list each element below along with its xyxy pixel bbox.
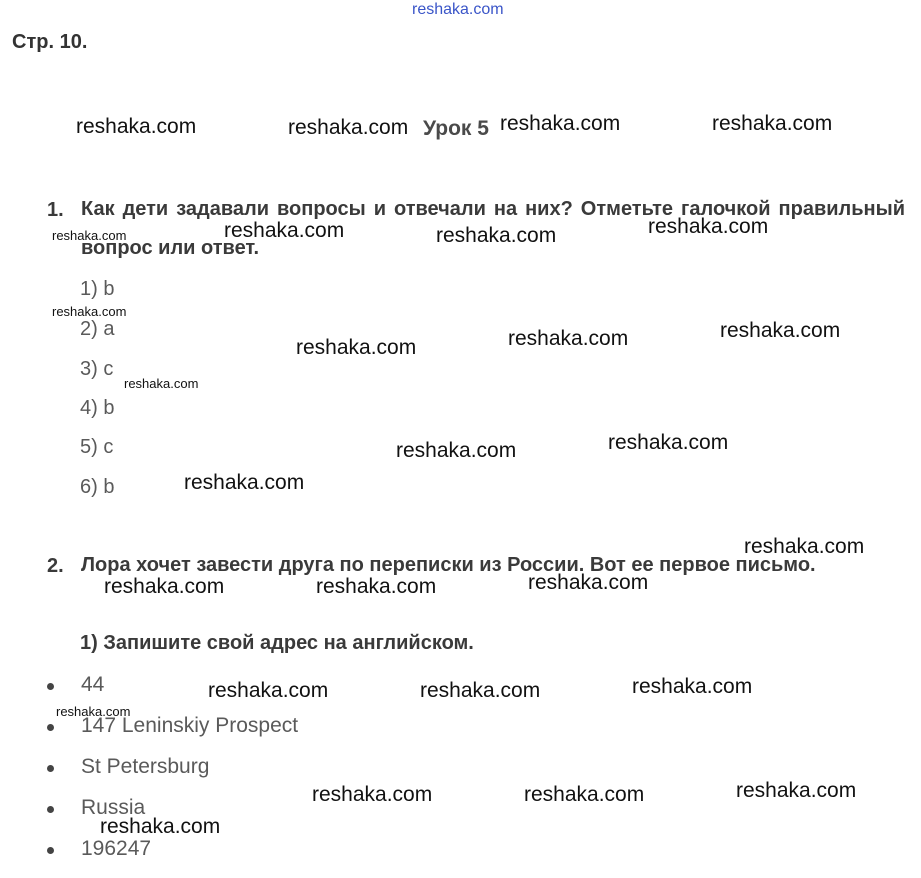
watermark: reshaka.com: [524, 783, 645, 806]
address-line-2: 147 Leninskiy Prospect: [81, 714, 299, 737]
answer-6: 6) b: [80, 476, 115, 498]
question-2-subtask: 1) Запишите свой адрес на английском.: [80, 632, 474, 654]
watermark: reshaka.com: [608, 431, 729, 454]
watermark: reshaka.com: [296, 336, 417, 359]
bullet-dot: [47, 724, 54, 731]
address-line-4: Russia: [81, 796, 146, 819]
answer-2: 2) a: [80, 318, 115, 340]
site-header-link[interactable]: reshaka.com: [412, 1, 504, 18]
watermark: reshaka.com: [100, 815, 221, 838]
address-line-5: 196247: [81, 837, 152, 860]
answer-4: 4) b: [80, 397, 115, 419]
watermark: reshaka.com: [52, 228, 127, 243]
watermark: reshaka.com: [316, 575, 437, 598]
watermark: reshaka.com: [500, 112, 621, 135]
watermark: reshaka.com: [528, 571, 649, 594]
watermark: reshaka.com: [420, 679, 541, 702]
answer-3: 3) c: [80, 358, 114, 380]
watermark: reshaka.com: [76, 115, 197, 138]
watermark: reshaka.com: [288, 116, 409, 139]
watermark: reshaka.com: [396, 439, 517, 462]
watermark: reshaka.com: [312, 783, 433, 806]
watermark: reshaka.com: [632, 675, 753, 698]
watermark: reshaka.com: [436, 224, 557, 247]
page-number: Стр. 10.: [12, 31, 88, 53]
bullet-dot: [47, 806, 54, 813]
watermark: reshaka.com: [52, 304, 127, 319]
question-1-number: 1.: [47, 199, 64, 221]
question-1-text: Как дети задавали вопросы и отвечали на них? Отметьте галочкой правильный вопрос или ответ.: [81, 198, 905, 259]
bullet-dot: [47, 683, 54, 690]
answer-1: 1) b: [80, 278, 115, 300]
watermark: reshaka.com: [744, 535, 865, 558]
watermark: reshaka.com: [184, 471, 305, 494]
bullet-dot: [47, 765, 54, 772]
watermark: reshaka.com: [208, 679, 329, 702]
watermark: reshaka.com: [648, 215, 769, 238]
address-line-3: St Petersburg: [81, 755, 210, 778]
watermark: reshaka.com: [736, 779, 857, 802]
watermark: reshaka.com: [720, 319, 841, 342]
watermark: reshaka.com: [124, 376, 199, 391]
lesson-title: Урок 5: [423, 117, 489, 140]
question-2-text: Лора хочет завести друга по переписки из России. Вот ее первое письмо.: [81, 554, 816, 576]
watermark: reshaka.com: [508, 327, 629, 350]
watermark: reshaka.com: [224, 219, 345, 242]
watermark: reshaka.com: [104, 575, 225, 598]
watermark: reshaka.com: [56, 704, 131, 719]
watermark: reshaka.com: [712, 112, 833, 135]
bullet-dot: [47, 847, 54, 854]
address-line-1: 44: [81, 673, 105, 696]
question-2-number: 2.: [47, 555, 64, 577]
answer-5: 5) c: [80, 436, 114, 458]
